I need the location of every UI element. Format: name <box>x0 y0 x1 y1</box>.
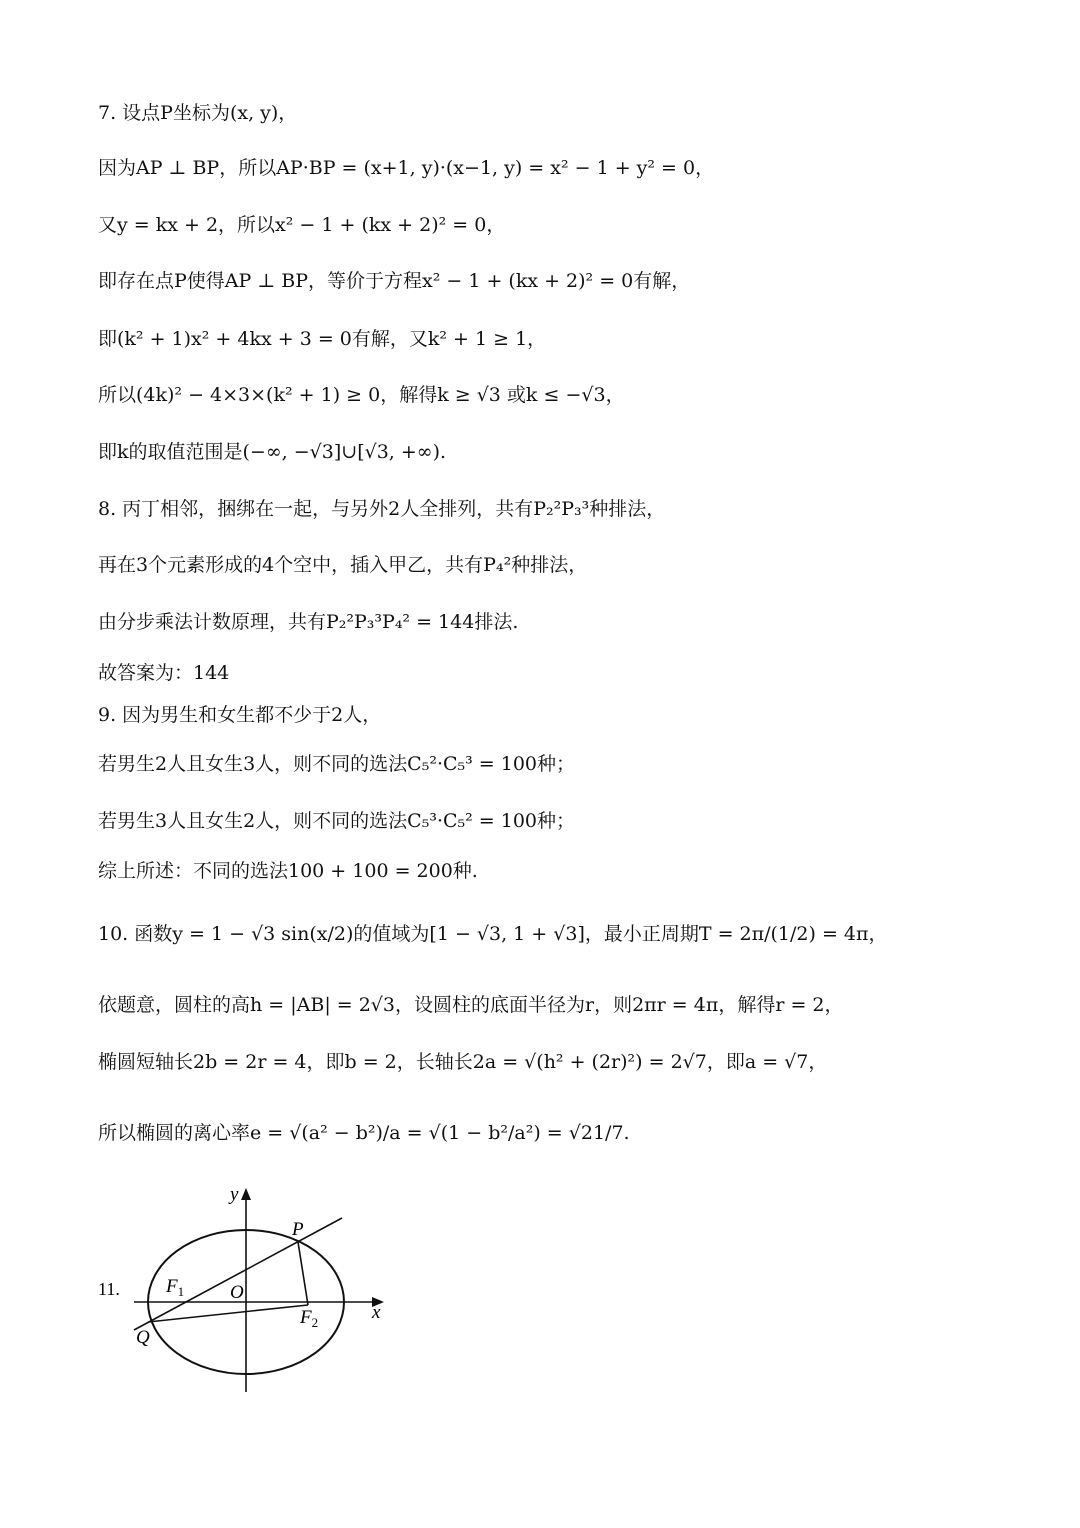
ellipse-diagram <box>96 1180 396 1395</box>
segment-PF2 <box>298 1242 308 1305</box>
text-line-18: 椭圆短轴长2b = 2r = 4，即b = 2，长轴长2a = √(h² + (2r)²) = 2√7，即a = √7， <box>98 1051 828 1073</box>
label-Q: Q <box>136 1327 150 1348</box>
text-line-4: 即存在点P使得AP ⊥ BP，等价于方程x² − 1 + (kx + 2)² = 0有解， <box>98 270 691 292</box>
label-P: P <box>292 1219 304 1240</box>
text-line-3: 又y = kx + 2，所以x² − 1 + (kx + 2)² = 0， <box>98 214 506 236</box>
label-x: x <box>372 1302 381 1323</box>
text-line-9: 再在3个元素形成的4个空中，插入甲乙，共有P₄²种排法， <box>98 554 588 576</box>
text-line-10: 由分步乘法计数原理，共有P₂²P₃³P₄² = 144排法. <box>98 611 519 633</box>
text-line-7: 即k的取值范围是(−∞, −√3]∪[√3, +∞). <box>98 441 447 463</box>
text-line-13: 若男生2人且女生3人，则不同的选法C₅²·C₅³ = 100种； <box>98 753 576 775</box>
text-line-11: 故答案为：144 <box>98 662 230 684</box>
text-line-16: 10. 函数y = 1 − √3 sin(x/2)的值域为[1 − √3, 1 + √3]，最小正周期T = 2π/(1/2) = 4π， <box>98 923 888 945</box>
text-line-17: 依题意，圆柱的高h = |AB| = 2√3，设圆柱的底面半径为r，则2πr = 4π，解得r = 2， <box>98 994 844 1016</box>
text-line-15: 综上所述：不同的选法100 + 100 = 200种. <box>98 860 478 882</box>
text-line-1: 7. 设点P坐标为(x, y)， <box>98 102 298 124</box>
segment-QF2 <box>148 1305 308 1322</box>
text-line-8: 8. 丙丁相邻，捆绑在一起，与另外2人全排列，共有P₂²P₃³种排法， <box>98 498 666 520</box>
text-line-12: 9. 因为男生和女生都不少于2人， <box>98 704 382 726</box>
label-O: O <box>230 1282 244 1303</box>
text-line-19: 所以椭圆的离心率e = √(a² − b²)/a = √(1 − b²/a²) = √21/7. <box>98 1122 630 1144</box>
text-line-5: 即(k² + 1)x² + 4kx + 3 = 0有解，又k² + 1 ≥ 1， <box>98 328 547 350</box>
y-axis-arrow-icon <box>241 1188 251 1200</box>
text-line-14: 若男生3人且女生2人，则不同的选法C₅³·C₅² = 100种； <box>98 810 576 832</box>
text-line-2: 因为AP ⊥ BP，所以AP·BP = (x+1, y)·(x−1, y) = x² − 1 + y² = 0， <box>98 157 715 179</box>
problem-number: 11. <box>98 1279 120 1299</box>
text-line-6: 所以(4k)² − 4×3×(k² + 1) ≥ 0，解得k ≥ √3 或k ≤ −√3， <box>98 384 625 406</box>
label-F2: $F_2$ <box>300 1307 319 1330</box>
label-y: y <box>230 1184 239 1205</box>
label-F1: $F_1$ <box>166 1276 185 1299</box>
